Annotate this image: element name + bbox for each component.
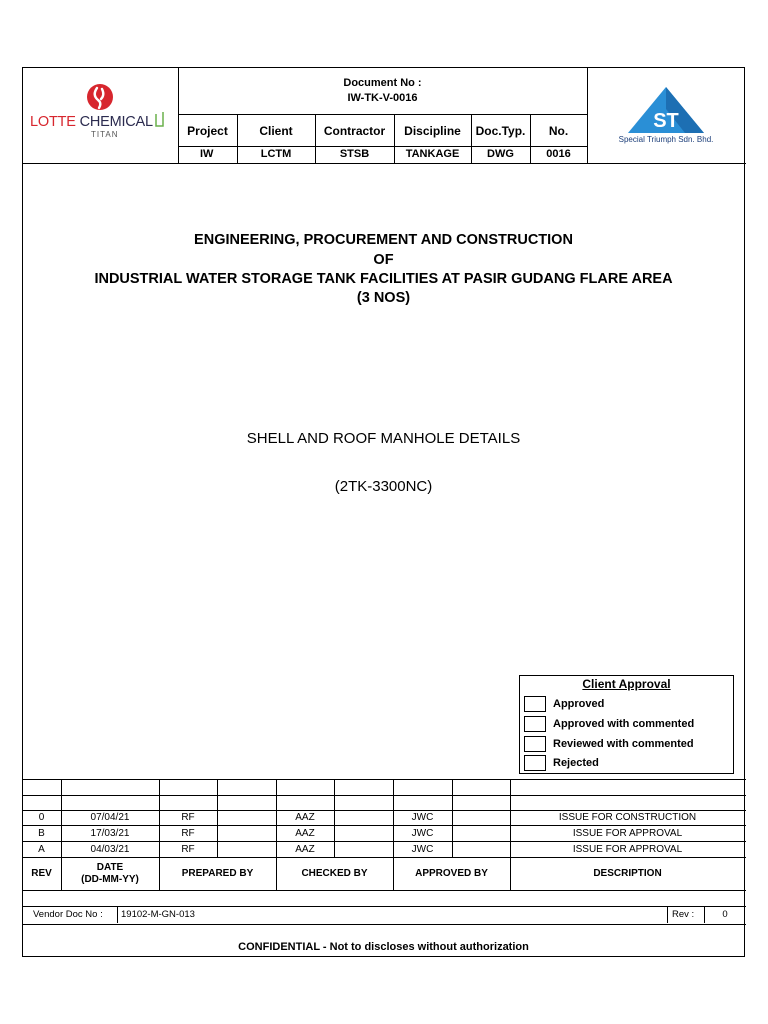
client-label: Client <box>259 124 293 138</box>
confidential-text: - Not to discloses without authorization <box>319 941 529 953</box>
client-logo <box>22 67 178 163</box>
project-label: Project <box>187 124 228 138</box>
checked-cell: AAZ <box>295 812 315 823</box>
document-frame <box>22 67 745 957</box>
rev-row-line <box>22 890 746 891</box>
no-value: 0016 <box>546 148 571 160</box>
confidential-notice <box>22 941 745 953</box>
rev-row-line <box>22 825 746 826</box>
rev-cell: A <box>38 844 45 855</box>
client-approval-title: Client Approval <box>582 677 671 691</box>
discipline-label: Discipline <box>404 124 461 138</box>
rev-cell: 0 <box>38 812 45 823</box>
prepared-cell: RF <box>181 828 195 839</box>
tank-tag: (2TK-3300NC) <box>334 478 433 495</box>
checked-cell: AAZ <box>295 844 315 855</box>
title-line-4: (3 NOS) <box>356 290 411 306</box>
rev-field-divider <box>667 907 668 923</box>
contractor-logo <box>587 67 745 163</box>
rev-row-line <box>22 795 746 796</box>
description-cell: ISSUE FOR APPROVAL <box>572 828 683 839</box>
doc-no-value: IW-TK-V-0016 <box>347 92 418 104</box>
vendor-doc-label: Vendor Doc No : <box>33 909 103 920</box>
rev-value: 0 <box>722 909 728 920</box>
rev-row-line <box>22 779 746 780</box>
project-value: IW <box>200 148 214 160</box>
approved-with-commented-checkbox[interactable] <box>524 716 546 732</box>
approved-cell: JWC <box>411 828 434 839</box>
rev-col-line <box>217 779 218 857</box>
date-cell: 04/03/21 <box>90 844 130 855</box>
prepared-cell: RF <box>181 812 195 823</box>
vendor-doc-field <box>117 907 705 923</box>
reviewed-with-commented-checkbox[interactable] <box>524 736 546 752</box>
rev-row-line <box>22 857 746 858</box>
drawing-subject: SHELL AND ROOF MANHOLE DETAILS <box>246 430 521 447</box>
approved-cell: JWC <box>411 844 434 855</box>
lotte-brand <box>30 114 170 130</box>
no-label: No. <box>548 124 569 138</box>
rev-col-line <box>452 779 453 857</box>
header-label-line <box>178 146 587 147</box>
st-mark: ST <box>653 110 679 132</box>
header-bottom-line <box>22 163 746 164</box>
checked-cell: AAZ <box>295 828 315 839</box>
approved-with-commented-label: Approved with commented <box>553 718 695 730</box>
title-line-2: OF <box>373 252 394 268</box>
rejected-label: Rejected <box>553 757 599 769</box>
footer-line <box>22 924 746 925</box>
lotte-sub: TITAN <box>91 130 119 139</box>
approved-header: APPROVED BY <box>415 868 488 879</box>
approved-checkbox[interactable] <box>524 696 546 712</box>
confidential-word: CONFIDENTIAL <box>238 941 320 953</box>
client-value: LCTM <box>260 148 292 160</box>
doctype-value: DWG <box>487 148 514 160</box>
st-company-name: Special Triumph Sdn. Bhd. <box>618 135 714 144</box>
doctype-label: Doc.Typ. <box>475 124 526 138</box>
approved-label: Approved <box>553 698 605 710</box>
lotte-word: LOTTE <box>30 114 80 130</box>
st-triangle-icon <box>587 67 745 137</box>
discipline-value: TANKAGE <box>405 148 460 160</box>
prepared-cell: RF <box>181 844 195 855</box>
header-docno-line <box>178 114 587 115</box>
description-header: DESCRIPTION <box>593 868 662 879</box>
rev-header: REV <box>31 868 52 879</box>
title-line-3: INDUSTRIAL WATER STORAGE TANK FACILITIES AT PASIR GUDANG FLARE AREA <box>94 271 673 287</box>
checked-header: CHECKED BY <box>301 868 368 879</box>
title-line-1: ENGINEERING, PROCUREMENT AND CONSTRUCTION <box>194 232 573 248</box>
description-cell: ISSUE FOR CONSTRUCTION <box>558 812 697 823</box>
date-cell: 07/04/21 <box>90 812 130 823</box>
reviewed-with-commented-label: Reviewed with commented <box>553 738 694 750</box>
chemical-word: CHEMICAL <box>79 114 153 130</box>
approved-cell: JWC <box>411 812 434 823</box>
rev-row-line <box>22 810 746 811</box>
contractor-value: STSB <box>339 148 370 160</box>
client-approval-box <box>519 675 734 774</box>
contractor-label: Contractor <box>323 124 386 138</box>
vendor-doc-value: 19102-M-GN-013 <box>121 909 195 920</box>
prepared-header: PREPARED BY <box>181 868 254 879</box>
doc-no-label: Document No : <box>343 77 422 89</box>
rejected-checkbox[interactable] <box>524 755 546 771</box>
rev-col-line <box>334 779 335 857</box>
date-format-header: (DD-MM-YY) <box>81 874 139 885</box>
date-cell: 17/03/21 <box>90 828 130 839</box>
rev-row-line <box>22 841 746 842</box>
rev-label: Rev : <box>672 909 695 920</box>
description-cell: ISSUE FOR APPROVAL <box>572 844 683 855</box>
date-header: DATE <box>96 862 124 873</box>
rev-cell: B <box>38 828 45 839</box>
